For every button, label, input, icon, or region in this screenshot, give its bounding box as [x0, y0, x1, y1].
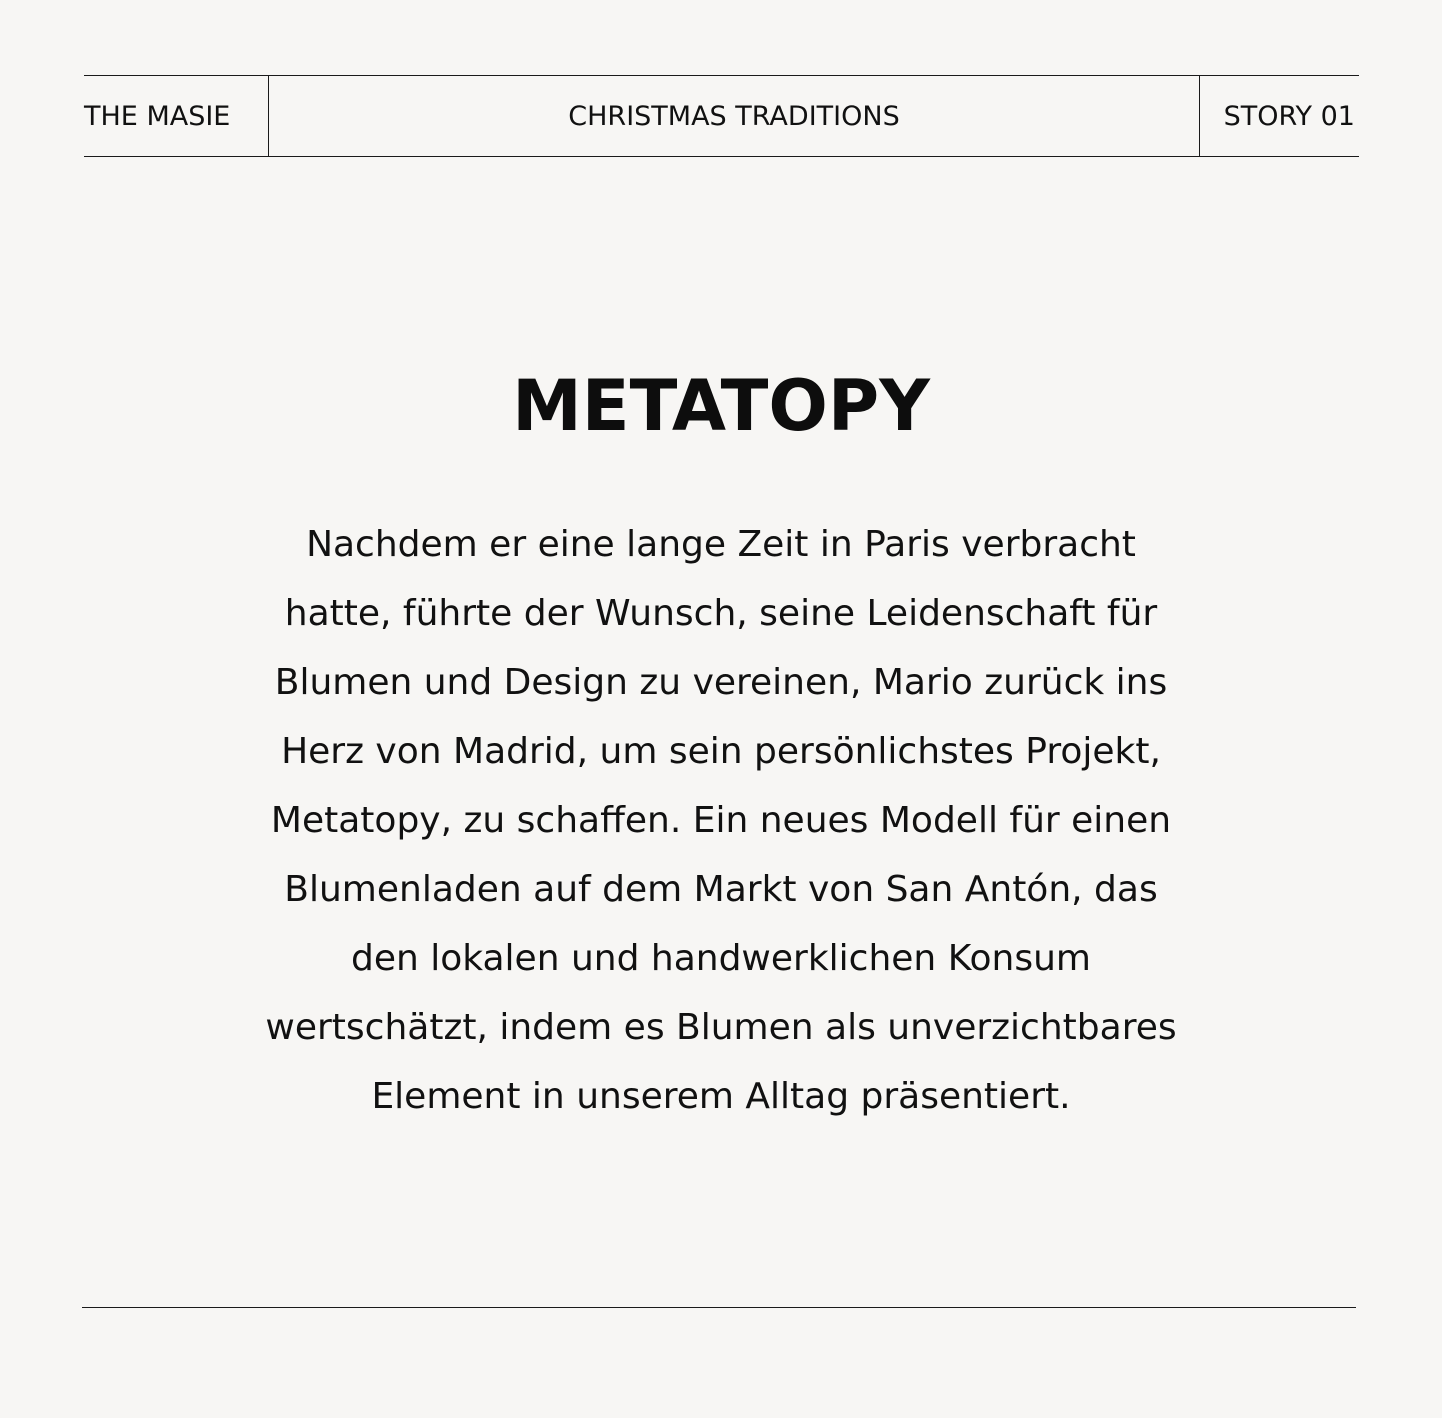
header-bar [84, 75, 1359, 157]
body-line: Blumen und Design zu vereinen, Mario zurück ins [274, 662, 1168, 703]
body-line: Nachdem er eine lange Zeit in Paris verbracht [306, 524, 1136, 565]
body-line: Blumenladen auf dem Markt von San Antón, das [284, 869, 1158, 910]
story-number: STORY 01 [1223, 100, 1355, 132]
body-line: Element in unserem Alltag präsentiert. [371, 1076, 1071, 1117]
section-title: CHRISTMAS TRADITIONS [269, 76, 1200, 156]
body-line: Metatopy, zu schaffen. Ein neues Modell für einen [270, 800, 1172, 841]
brand-name: THE MASIE [84, 76, 269, 156]
body-line: den lokalen und handwerklichen Konsum [350, 938, 1091, 979]
article-title: METATOPY [512, 365, 930, 447]
body-line: hatte, führte der Wunsch, seine Leidenschaft für [284, 593, 1158, 634]
article-body [210, 510, 1232, 1131]
footer-divider [82, 1307, 1356, 1308]
body-line: wertschätzt, indem es Blumen als unverzichtbares [265, 1007, 1177, 1048]
body-line: Herz von Madrid, um sein persönlichstes Projekt, [281, 731, 1161, 772]
